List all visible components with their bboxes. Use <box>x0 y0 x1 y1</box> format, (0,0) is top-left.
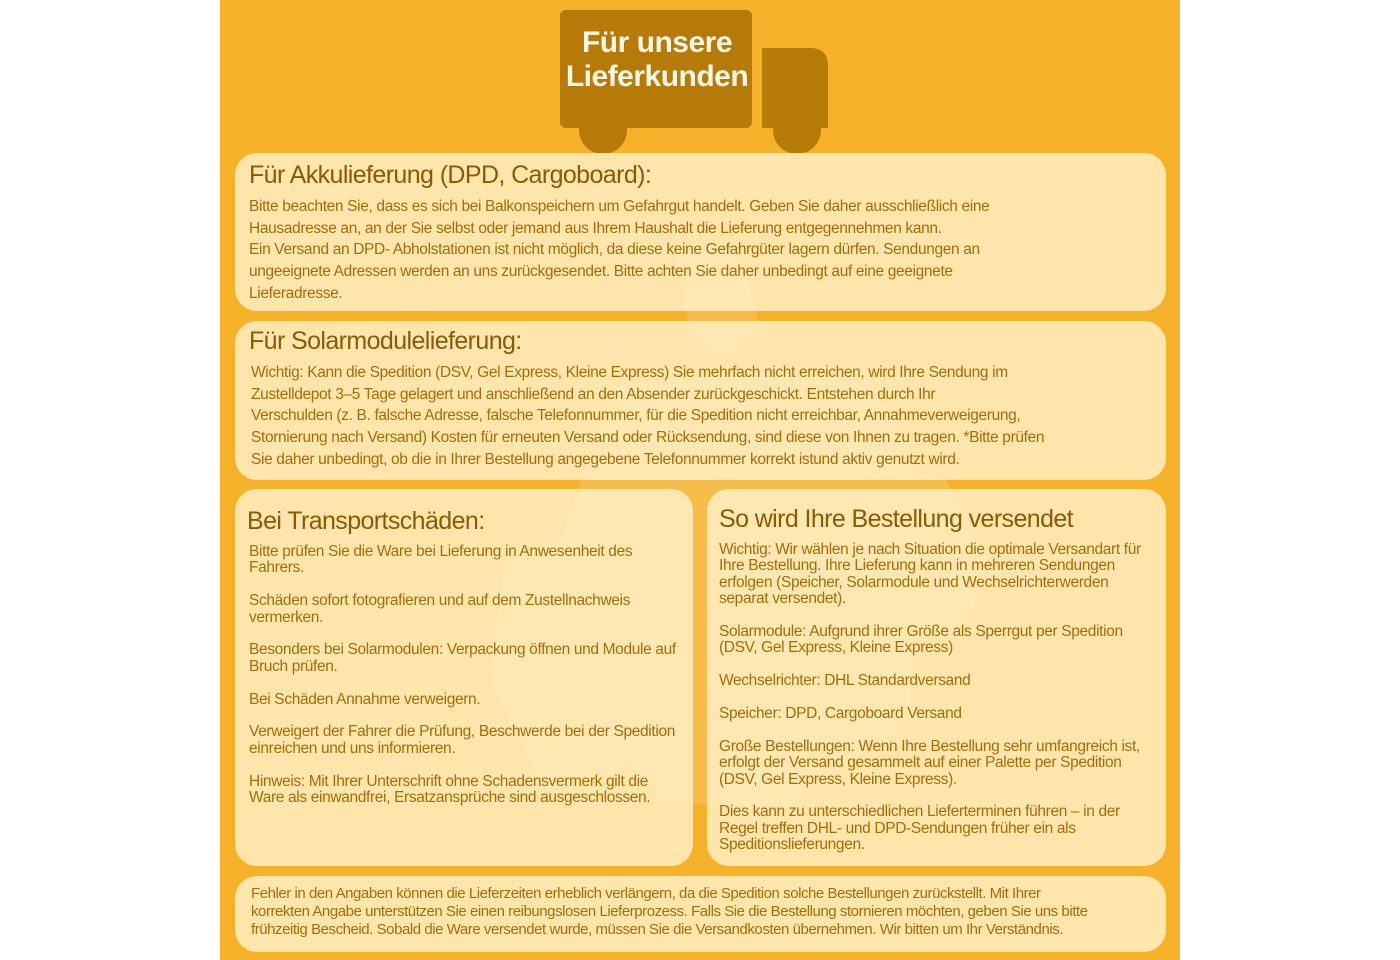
transport-item: Bitte prüfen Sie die Ware bei Lieferung in Anwesenheit des Fahrers. <box>249 543 633 577</box>
transport-item: Hinweis: Mit Ihrer Unterschrift ohne Schadensvermerk gilt die Ware als einwandfrei, Ersatzansprüche sind ausgeschlossen. <box>249 772 651 807</box>
poster-title <box>562 26 752 94</box>
poster-title-line1: Für unsere <box>581 26 733 59</box>
akku-body: Bitte beachten Sie, dass es sich bei Balkonspeichern um Gefahrgut handelt. Geben Sie daher ausschließlich eine Hausadresse an, an der Sie selbst oder jemand aus Ihrem Haushalt die Lieferung entgegennehmen kann. Ein Versand an DPD- Abholstationen ist nicht möglich, da diese keine Gefahrgüter lagern dürfen. Sendungen an ungeeignete Adressen werden an uns zurückgesendet. Bitte achten Sie daher unbedingt auf eine geeignete Lieferadresse. <box>249 198 990 302</box>
versand-item: Wechselrichter: DHL Standardversand <box>719 672 971 690</box>
footer-note-card <box>235 876 1166 952</box>
shipping-method-card <box>707 489 1166 866</box>
footer-note: Fehler in den Angaben können die Lieferzeiten erheblich verlängern, da die Spedition solche Bestellungen zurückstellt. Mit Ihrer korrekten Angabe unterstützen Sie einen reibungslosen Lieferprozess. Falls Sie die Bestellung stornieren möchten, geben Sie uns bitte frühzeitig Bescheid. Sobald die Ware versendet wurde, müssen Sie die Versandkosten übernehmen. Wir bitten um Ihr Verständnis. <box>251 885 1088 939</box>
transport-item: Verweigert der Fahrer die Prüfung, Beschwerde bei der Spedition einreichen und uns informieren. <box>249 723 675 757</box>
versand-item: Große Bestellungen: Wenn Ihre Bestellung sehr umfangreich ist, erfolgt der Versand gesammelt auf einer Palette per Spedition (DSV, Gel Express, Kleine Express). <box>719 737 1140 788</box>
akku-title: Für Akkulieferung (DPD, Cargoboard): <box>249 161 652 189</box>
transport-damage-card <box>235 489 693 866</box>
solar-delivery-card <box>235 321 1166 480</box>
transport-title: Bei Transportschäden: <box>247 507 485 535</box>
versand-item: Solarmodule: Aufgrund ihrer Größe als Sperrgut per Spedition (DSV, Gel Express, Kleine Express) <box>719 623 1123 657</box>
solar-title: Für Solarmodulelieferung: <box>249 327 522 355</box>
versand-title: So wird Ihre Bestellung versendet <box>719 505 1074 533</box>
versand-item: Wichtig: Wir wählen je nach Situation die optimale Versandart für Ihre Bestellung. Ihre Lieferung kann in mehreren Sendungen erfolgen (Speicher, Solarmodule und Wechselrichterwerden separat versendet). <box>719 541 1141 608</box>
poster-title-line2: Lieferkunden <box>565 60 749 93</box>
solar-body: Wichtig: Kann die Spedition (DSV, Gel Express, Kleine Express) Sie mehrfach nicht erreichen, wird Ihre Sendung im Zustelldepot 3–5 Tage gelagert und anschließend an den Absender zurückgeschickt. Entstehen durch Ihr Verschulden (z. B. falsche Adresse, falsche Telefonnummer, für die Spedition nicht erreichbar, Annahmeverweigerung, Stornierung nach Versand) Kosten für erneuten Versand oder Rücksendung, sind diese von Ihnen zu tragen. *Bitte prüfen Sie daher unbedingt, ob die in Ihrer Bestellung angegebene Telefonnummer korrekt istund aktiv genutzt wird. <box>251 364 1045 468</box>
versand-item: Speicher: DPD, Cargoboard Versand <box>719 705 962 723</box>
transport-item: Schäden sofort fotografieren und auf dem Zustellnachweis vermerken. <box>249 592 631 626</box>
transport-item: Besonders bei Solarmodulen: Verpackung öffnen und Module auf Bruch prüfen. <box>249 641 676 675</box>
delivery-info-poster <box>220 0 1180 960</box>
versand-item: Dies kann zu unterschiedlichen Lieferterminen führen – in der Regel treffen DHL- und DPD-Sendungen früher ein als Speditionslieferungen. <box>719 803 1120 854</box>
akku-delivery-card <box>235 153 1166 311</box>
transport-item: Bei Schäden Annahme verweigern. <box>249 690 481 708</box>
